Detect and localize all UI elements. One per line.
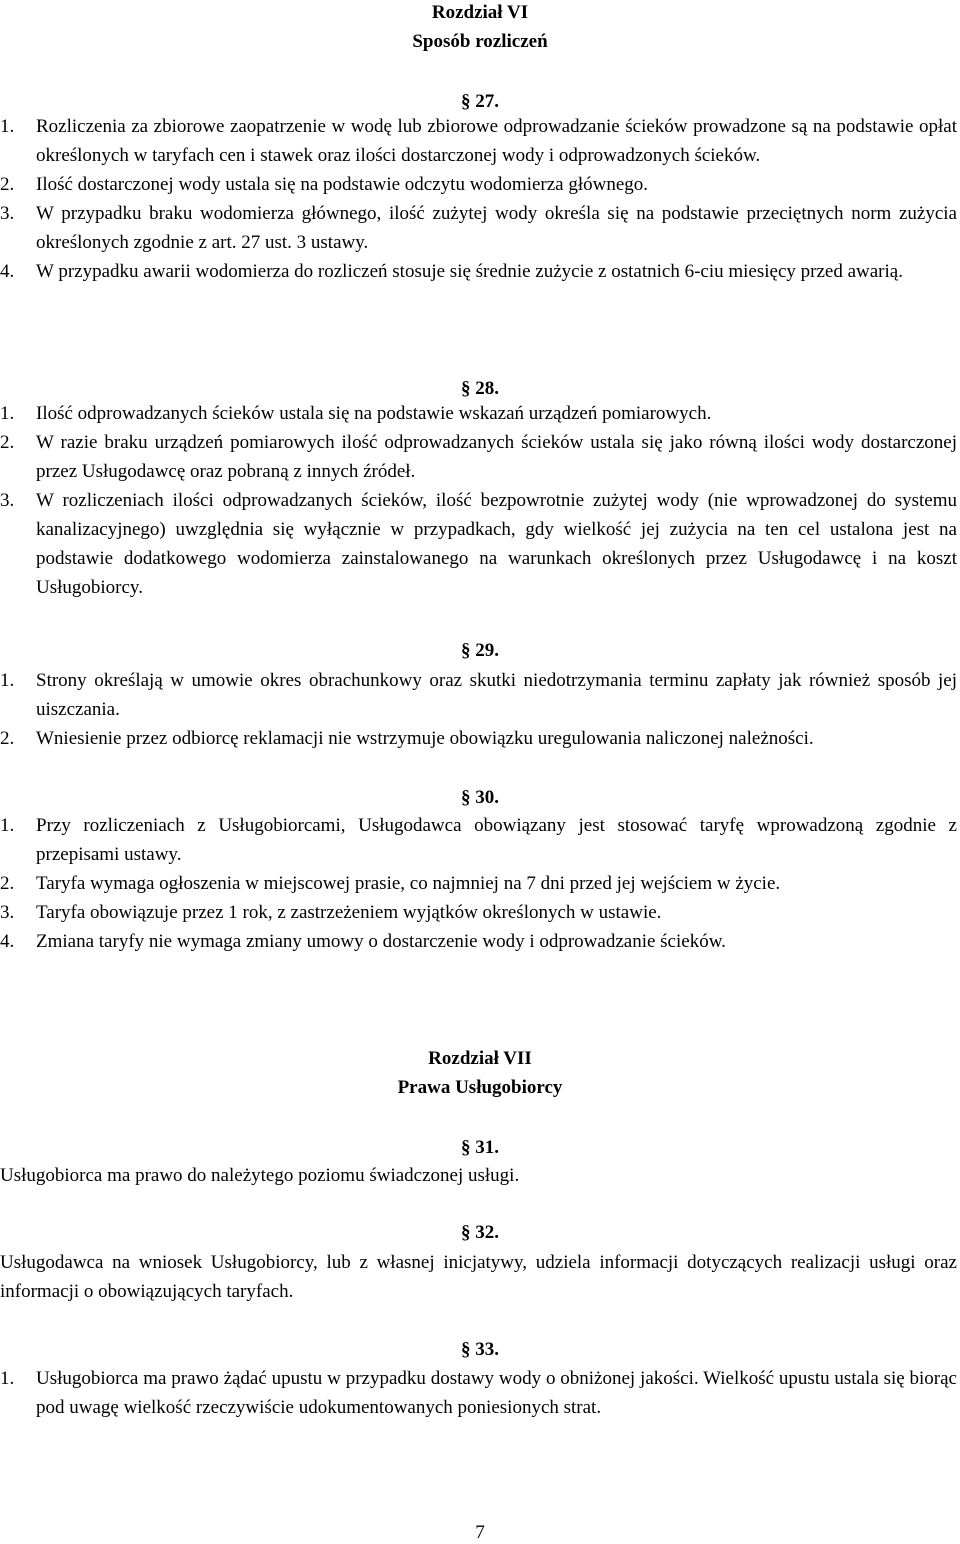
paragraph-30-list [0,811,957,956]
list-item: 2. Ilość dostarczonej wody ustala się na podstawie odczytu wodomierza głównego. [0,174,649,195]
chapter-subtitle: Prawa Usługobiorcy [397,1077,563,1098]
paragraph-28-list [0,399,957,602]
list-item: 3. W rozliczeniach ilości odprowadzanych ścieków, ilość bezpowrotnie zużytej wody (nie wprowadzonej do systemu kanalizacyjnego) uwzględnia się wyłącznie w przypadkach, gdy wielkość jej zużycia na ten cel ustalona jest na podstawie dodatkowego wodomierza zainstalowanego na warunkach określonych przez Usługodawcę i na koszt Usługobiorcy. [0,490,957,598]
paragraph-heading-31: § 31. [461,1137,499,1158]
list-item: 2. W razie braku urządzeń pomiarowych ilość odprowadzanych ścieków ustala się jako równą ilości wody dostarczonej przez Usługodawcę oraz pobraną z innych źródeł. [0,432,957,482]
list-item: 4. Zmiana taryfy nie wymaga zmiany umowy o dostarczenie wody i odprowadzanie ścieków. [0,931,726,952]
paragraph-heading-28: § 28. [461,378,499,399]
paragraph-29-list [0,666,957,753]
chapter-title: Rozdział VI [431,2,529,23]
list-item: 1. Strony określają w umowie okres obrachunkowy oraz skutki niedotrzymania terminu zapłaty jak również sposób jej uiszczania. [0,670,957,720]
list-item: 2. Wniesienie przez odbiorcę reklamacji nie wstrzymuje obowiązku uregulowania naliczonej należności. [0,728,814,749]
paragraph-heading-27: § 27. [461,91,499,112]
paragraph-32-text: Usługodawca na wniosek Usługobiorcy, lub z własnej inicjatywy, udziela informacji dotyczących realizacji usługi oraz informacji o obowiązujących taryfach. [0,1252,957,1302]
page-number: 7 [475,1522,485,1543]
paragraph-heading-29: § 29. [461,640,499,661]
paragraph-33-list [0,1364,957,1422]
list-item: 2. Taryfa wymaga ogłoszenia w miejscowej prasie, co najmniej na 7 dni przed jej wejściem w życie. [0,873,781,894]
paragraph-27-list [0,112,957,286]
paragraph-31-text: Usługobiorca ma prawo do należytego poziomu świadczonej usługi. [0,1165,520,1186]
list-item: 1. Przy rozliczeniach z Usługobiorcami, Usługodawca obowiązany jest stosować taryfę wprowadzoną zgodnie z przepisami ustawy. [0,815,957,865]
list-item: 3. Taryfa obowiązuje przez 1 rok, z zastrzeżeniem wyjątków określonych w ustawie. [0,902,662,923]
list-item: 1. Usługobiorca ma prawo żądać upustu w przypadku dostawy wody o obniżonej jakości. Wielkość upustu ustala się biorąc pod uwagę wielkość rzeczywiście udokumentowanych poniesionych strat. [0,1368,957,1418]
paragraph-heading-32: § 32. [461,1222,499,1243]
chapter-title: Rozdział VII [428,1048,532,1069]
chapter-subtitle: Sposób rozliczeń [412,31,548,52]
list-item: 4. W przypadku awarii wodomierza do rozliczeń stosuje się średnie zużycie z ostatnich 6-ciu miesięcy przed awarią. [0,261,903,282]
list-item: 1. Ilość odprowadzanych ścieków ustala się na podstawie wskazań urządzeń pomiarowych. [0,403,712,424]
paragraph-heading-30: § 30. [461,787,499,808]
list-item: 3. W przypadku braku wodomierza głównego, ilość zużytej wody określa się na podstawie przeciętnych norm zużycia określonych zgodnie z art. 27 ust. 3 ustawy. [0,203,957,253]
list-item: 1. Rozliczenia za zbiorowe zaopatrzenie w wodę lub zbiorowe odprowadzanie ścieków prowadzone są na podstawie opłat określonych w taryfach cen i stawek oraz ilości dostarczonej wody i odprowadzonych ścieków. [0,116,957,166]
paragraph-heading-33: § 33. [461,1339,499,1360]
